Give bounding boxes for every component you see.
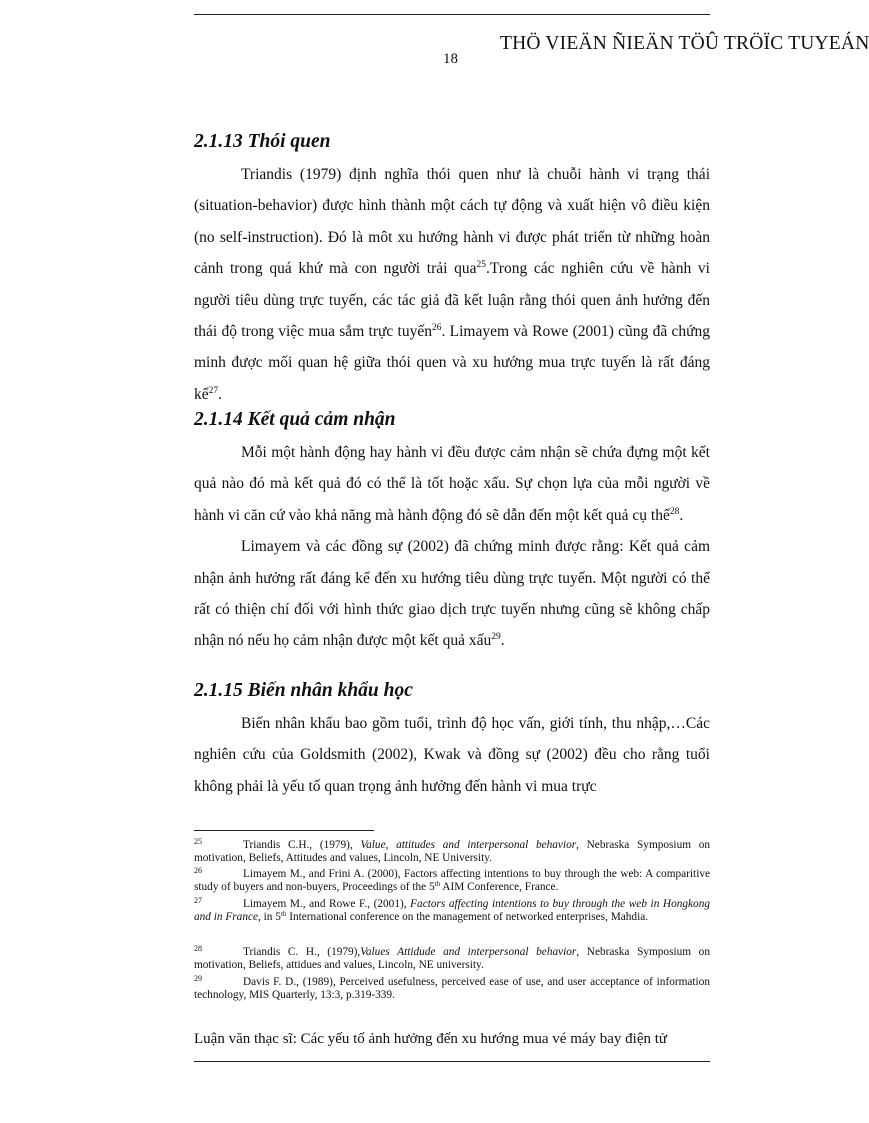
footnote: 29 Davis F. D., (1989), Perceived usefulness, perceived ease of use, and user acceptance of information technology, MIS Quarterly, 13:3, p.319-339. [194, 974, 710, 1001]
library-watermark: THÖ VIEÄN ÑIEÄN TÖÛ TRÖÏC TUYEÁN [500, 33, 869, 54]
italic-title: Factors affecting intentions to buy through the web in Hongkong and in France [194, 898, 710, 923]
footnote: 25 Triandis C.H., (1979), Value, attitudes and interpersonal behavior, Nebraska Symposium on motivation, Beliefs, Attitudes and values, Lincoln, NE University. [194, 837, 710, 864]
footnote-ref: th [434, 880, 441, 888]
text-run: . [679, 506, 684, 524]
footnote-ref: 26 [431, 323, 442, 334]
text-run: Limayem và các đồng sự (2002) đã chứng minh được rằng: Kết quả cảm nhận ảnh hưởng rất đáng kể đến xu hướng tiêu dùng trực tuyến. Một người có thể rất có thiện chí đối với hình thức giao dịch trực tuyến nhưng cũng sẽ không chấp nhận nó nếu họ cảm nhận được một kết quả xấu [194, 538, 710, 650]
section-demographics [194, 679, 710, 802]
text-run: , in 5 [258, 911, 281, 923]
footer-rule [194, 1061, 710, 1062]
text-run: Limayem M., and Frini A. (2000), Factors affecting intentions to buy through the web: A comparitive study of buyers and non-buyers, Proceedings of the 5 [194, 868, 710, 893]
footer-thesis-title: Luận văn thạc sĩ: Các yếu tố ảnh hưởng đến xu hướng mua vé máy bay điện tử [194, 1031, 668, 1047]
page-number: 18 [443, 51, 458, 67]
text-run: Triandis C. H., (1979), [243, 946, 361, 958]
paragraph [194, 531, 710, 657]
footnote: 28 Triandis C. H., (1979),Values Attidude and interpersonal behavior, Nebraska Symposium on motivation, Beliefs, attidues and values, Lincoln, NE university. [194, 944, 710, 971]
text-run: . [500, 632, 505, 650]
italic-title: Value, attitudes and interpersonal behavior [360, 839, 577, 851]
section-heading: 2.1.15 Biến nhân khẩu học [194, 680, 413, 701]
section-heading: 2.1.13 Thói quen [194, 131, 331, 152]
text-run: . [218, 385, 223, 403]
section-heading: 2.1.14 Kết quả cảm nhận [194, 409, 396, 430]
italic-title: Values Attidude and interpersonal behavior [360, 946, 577, 958]
header-rule [194, 14, 710, 15]
text-run: Triandis C.H., (1979), [243, 839, 361, 851]
footnote-ref: 25 [476, 260, 486, 271]
footnote: 26 Limayem M., and Frini A. (2000), Factors affecting intentions to buy through the web: A comparitive study of buyers and non-buyers, Proceedings of the 5th AIM Conference, France. [194, 866, 710, 893]
text-run: Mỗi một hành động hay hành vi đều được cảm nhận sẽ chứa đựng một kết quả nào đó mà kết quả đó có thể là tốt hoặc xấu. Sự chọn lựa của mỗi người về hành vi căn cứ vào khả năng mà hành động đó sẽ dẫn đến một kết quả cụ thể [194, 444, 710, 524]
paragraph [194, 437, 710, 531]
text-run: International conference on the management of networked enterprises, Mahdia. [286, 911, 649, 923]
section-perceived-outcome [194, 408, 710, 657]
text-run: Limayem M., and Rowe F., (2001), [243, 898, 411, 910]
footnote: 27 Limayem M., and Rowe F., (2001), Factors affecting intentions to buy through the web in Hongkong and in France, in 5th International conference on the management of networked enterprises, Mahdia. [194, 896, 710, 923]
text-run: , Nebraska Symposium on motivation, Beliefs, attidues and values, Lincoln, NE university. [194, 946, 710, 971]
footnote-ref: 28 [669, 506, 680, 517]
text-run: , Nebraska Symposium on motivation, Beliefs, Attitudes and values, Lincoln, NE University. [194, 839, 710, 864]
text-run: Biến nhân khẩu bao gồm tuổi, trình độ học vấn, giới tính, thu nhập,…Các nghiên cứu của Goldsmith (2002), Kwak và đồng sự (2002) đều cho rằng tuổi không phải là yếu tố quan trọng ảnh hưởng đến hành vi mua trực [194, 715, 710, 795]
paragraph [194, 159, 710, 410]
footnote-ref: 27 [208, 385, 219, 396]
text-run: Triandis (1979) định nghĩa thói quen như là chuỗi hành vi trạng thái (situation-behavior) được hình thành một cách tự động và xuất hiện vô điều kiện (no self-instruction). Đó là môt xu hướng hành vi được phát triển từ những hoàn cảnh trong quá khứ mà con người trải qua [194, 166, 710, 278]
section-habit [194, 130, 710, 410]
text-run: AIM Conference, France. [440, 881, 559, 893]
paragraph [194, 708, 710, 802]
text-run: .Trong các nghiên cứu về hành vi người tiêu dùng trực tuyến, các tác giả đã kết luận rằng thói quen ảnh hưởng đến thái độ trong việc mua sắm trực tuyến [194, 260, 710, 341]
footnote-separator [194, 830, 374, 831]
text-run: Davis F. D., (1989), Perceived usefulness, perceived ease of use, and user acceptance of information technology, MIS Quarterly, 13:3, p.319-339. [194, 976, 710, 1001]
footnote-ref: 29 [491, 632, 501, 643]
footnote-ref: th [280, 910, 287, 918]
text-run: . Limayem và Rowe (2001) cũng đã chứng minh được mối quan hệ giữa thói quen và xu hướng mua trực tuyến là rất đáng kể [194, 323, 710, 403]
